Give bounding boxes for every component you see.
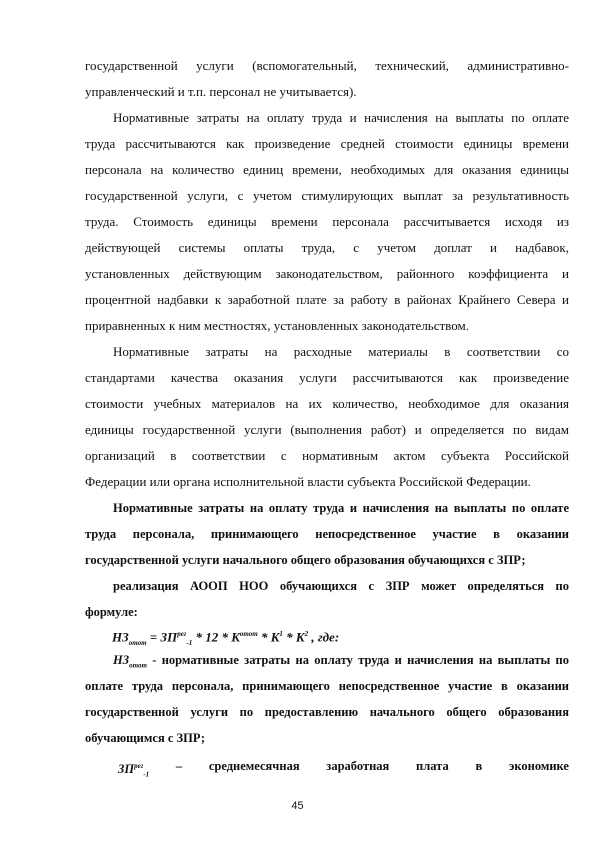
page-number: 45 [291, 800, 304, 812]
definition-line: $НЗ_{отот}$ - нормативные затраты на оплату труда и начисления на выплаты по [113, 653, 569, 670]
text-line: формуле: [85, 605, 138, 619]
text-line: оплате труда персонала, принимающего непосредственное участие в оказании [85, 679, 569, 693]
text-line: обучающимся с ЗПР; [85, 731, 206, 745]
text-line: действующей системы оплаты труда, с учетом доплат и надбавок, [85, 240, 569, 255]
text-line: стандартами качества оказания услуги рассчитываются как произведение [85, 370, 569, 385]
text-line: Нормативные затраты на расходные материалы в соответствии со [113, 344, 569, 359]
text-line: процентной надбавки к заработной плате за работу в районах Крайнего Севера и [85, 292, 569, 307]
text-line: Нормативные затраты на оплату труда и начисления на выплаты по оплате [113, 501, 569, 515]
text-line: государственной услуги, с учетом стимулирующих выплат за результативность [85, 188, 569, 203]
text-line: труда. Стоимость единицы времени персонала рассчитывается исходя из [85, 214, 569, 229]
text-line: труда персонала, принимающего непосредственное участие в оказании [85, 527, 569, 541]
text-line: приравненных к ним местностях, установленных законодательством. [85, 318, 469, 333]
zp-term: $ЗП^{рег}_{-1}$ [118, 762, 150, 779]
text-line: организаций в соответствии с нормативным актом субъекта Российской [85, 448, 569, 463]
text-line: Нормативные затраты на оплату труда и начисления на выплаты по оплате [113, 110, 569, 125]
text-line: государственной услуги (вспомогательный, технический, административно- [85, 58, 569, 73]
text-line: управленческий и т.п. персонал не учитывается). [85, 84, 357, 99]
definition-term: НЗ [113, 653, 130, 667]
formula: $НЗ_{отот} = ЗП^{рег}_{-1} * 12 * K^{отот} * K^1 * K^2$ , где: [112, 629, 340, 647]
text-line: установленных действующим законодательством, районного коэффициента и [85, 266, 569, 281]
text-line: реализация АООП НОО обучающихся с ЗПР может определяться по [113, 579, 569, 593]
text-line: государственной услуги начального общего образования обучающихся с ЗПР; [85, 553, 526, 567]
text-line: труда рассчитываются как произведение средней стоимости единицы времени [85, 136, 569, 151]
text-line: государственной услуги по предоставлению начального общего образования [85, 705, 569, 719]
text-line: персонала на количество единиц времени, необходимых для оказания единицы [85, 162, 569, 177]
zp-definition-line: $ЗП^{рег}_{-1}$ – среднемесячная заработная плата в экономике [118, 758, 569, 783]
text-line: Федерации или органа исполнительной власти субъекта Российской Федерации. [85, 474, 531, 489]
text-line: единицы государственной услуги (выполнения работ) и определяется по видам [85, 422, 569, 437]
text-line: стоимости учебных материалов на их количество, необходимое для оказания [85, 396, 569, 411]
